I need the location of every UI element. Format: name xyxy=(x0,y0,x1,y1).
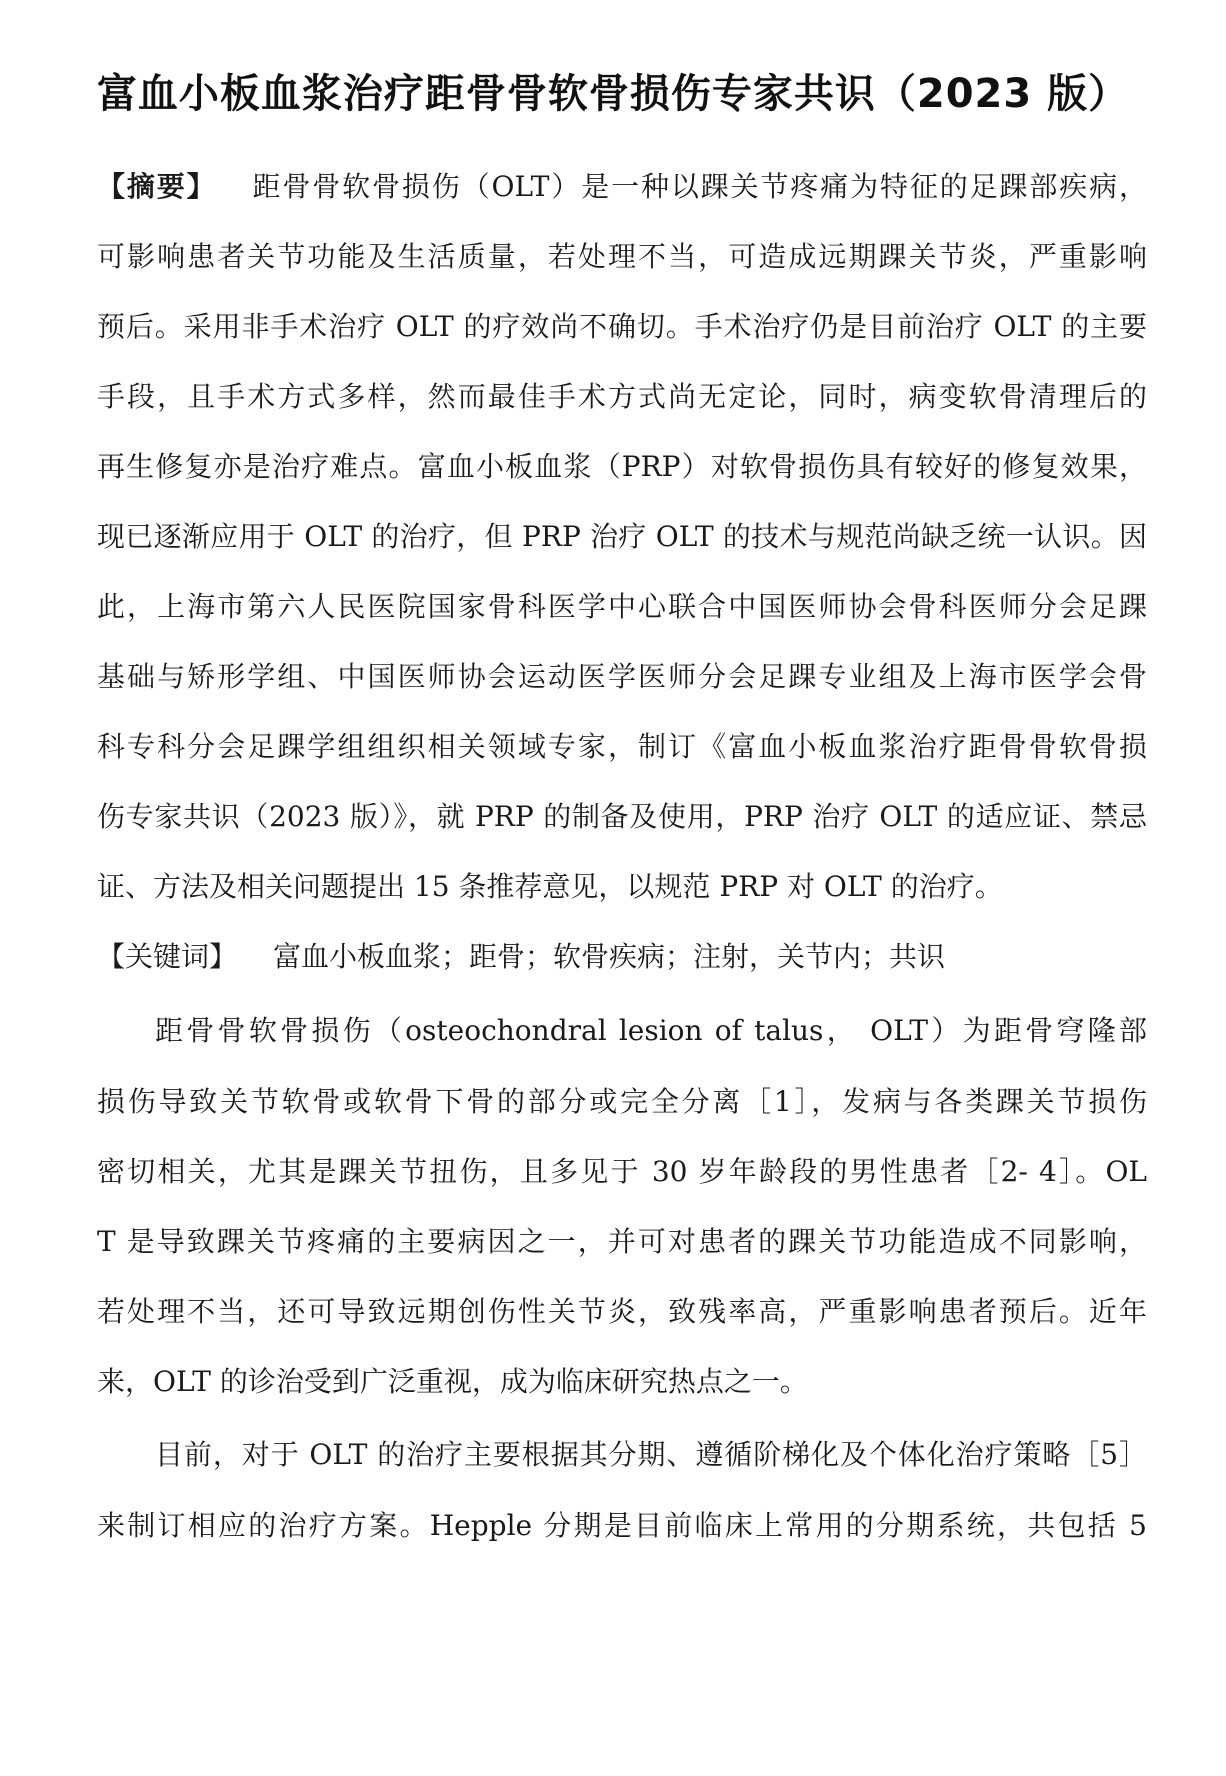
paragraph2-line-1: 目前，对于 OLT 的治疗主要根据其分期、遵循阶梯化及个体化治疗策略［5］ xyxy=(155,1438,1147,1471)
abstract-line-8: 基础与矫形学组、中国医师协会运动医学医师分会足踝专业组及上海市医学会骨 xyxy=(97,660,1147,693)
abstract-line-5: 再生修复亦是治疗难点。富血小板血浆（PRP）对软骨损伤具有较好的修复效果， xyxy=(97,450,1147,483)
abstract-line-4: 手段，且手术方式多样，然而最佳手术方式尚无定论，同时，病变软骨清理后的 xyxy=(97,380,1147,413)
paragraph2-line-2: 来制订相应的治疗方案。Hepple 分期是目前临床上常用的分期系统，共包括 5 xyxy=(97,1509,1147,1542)
paragraph1-line-3: 密切相关，尤其是踝关节扭伤，且多见于 30 岁年龄段的男性患者［2- 4］。OL xyxy=(97,1155,1147,1188)
abstract-line-6: 现已逐渐应用于 OLT 的治疗，但 PRP 治疗 OLT 的技术与规范尚缺乏统一认识。因 xyxy=(97,520,1147,553)
paragraph1-line-2: 损伤导致关节软骨或软骨下骨的部分或完全分离［1］，发病与各类踝关节损伤 xyxy=(97,1085,1147,1118)
paragraph1-line-5: 若处理不当，还可导致远期创伤性关节炎，致残率高，严重影响患者预后。近年 xyxy=(97,1295,1147,1328)
paragraph1-line-6: 来，OLT 的诊治受到广泛重视，成为临床研究热点之一。 xyxy=(97,1365,808,1398)
keywords-label: 【关键词】 xyxy=(97,940,238,973)
keywords-text: 富血小板血浆；距骨；软骨疾病；注射，关节内；共识 xyxy=(273,940,946,973)
abstract-line-3: 预后。采用非手术治疗 OLT 的疗效尚不确切。手术治疗仍是目前治疗 OLT 的主要 xyxy=(97,310,1147,343)
abstract-line-7: 此，上海市第六人民医院国家骨科医学中心联合中国医师协会骨科医师分会足踝 xyxy=(97,590,1147,623)
abstract-line-1 xyxy=(97,167,1147,207)
abstract-line-2: 可影响患者关节功能及生活质量，若处理不当，可造成远期踝关节炎，严重影响 xyxy=(97,240,1147,273)
abstract-line-9: 科专科分会足踝学组组织相关领域专家，制订《富血小板血浆治疗距骨骨软骨损 xyxy=(97,730,1147,763)
paragraph1-line-4: T 是导致踝关节疼痛的主要病因之一，并可对患者的踝关节功能造成不同影响， xyxy=(97,1225,1147,1258)
abstract-line-11: 证、方法及相关问题提出 15 条推荐意见，以规范 PRP 对 OLT 的治疗。 xyxy=(97,870,1003,903)
keywords-line xyxy=(97,937,1147,977)
paragraph1-line-1: 距骨骨软骨损伤（osteochondral lesion of talus， OLT）为距骨穹隆部 xyxy=(155,1014,1147,1047)
abstract-text: 距骨骨软骨损伤（OLT）是一种以踝关节疼痛为特征的足踝部疾病， xyxy=(252,170,1147,203)
abstract-label: 【摘要】 xyxy=(97,170,217,203)
abstract-line-10: 伤专家共识（2023 版）》，就 PRP 的制备及使用，PRP 治疗 OLT 的适应证、禁忌 xyxy=(97,800,1147,833)
document-title: 富血小板血浆治疗距骨骨软骨损伤专家共识（2023 版） xyxy=(96,71,1130,117)
